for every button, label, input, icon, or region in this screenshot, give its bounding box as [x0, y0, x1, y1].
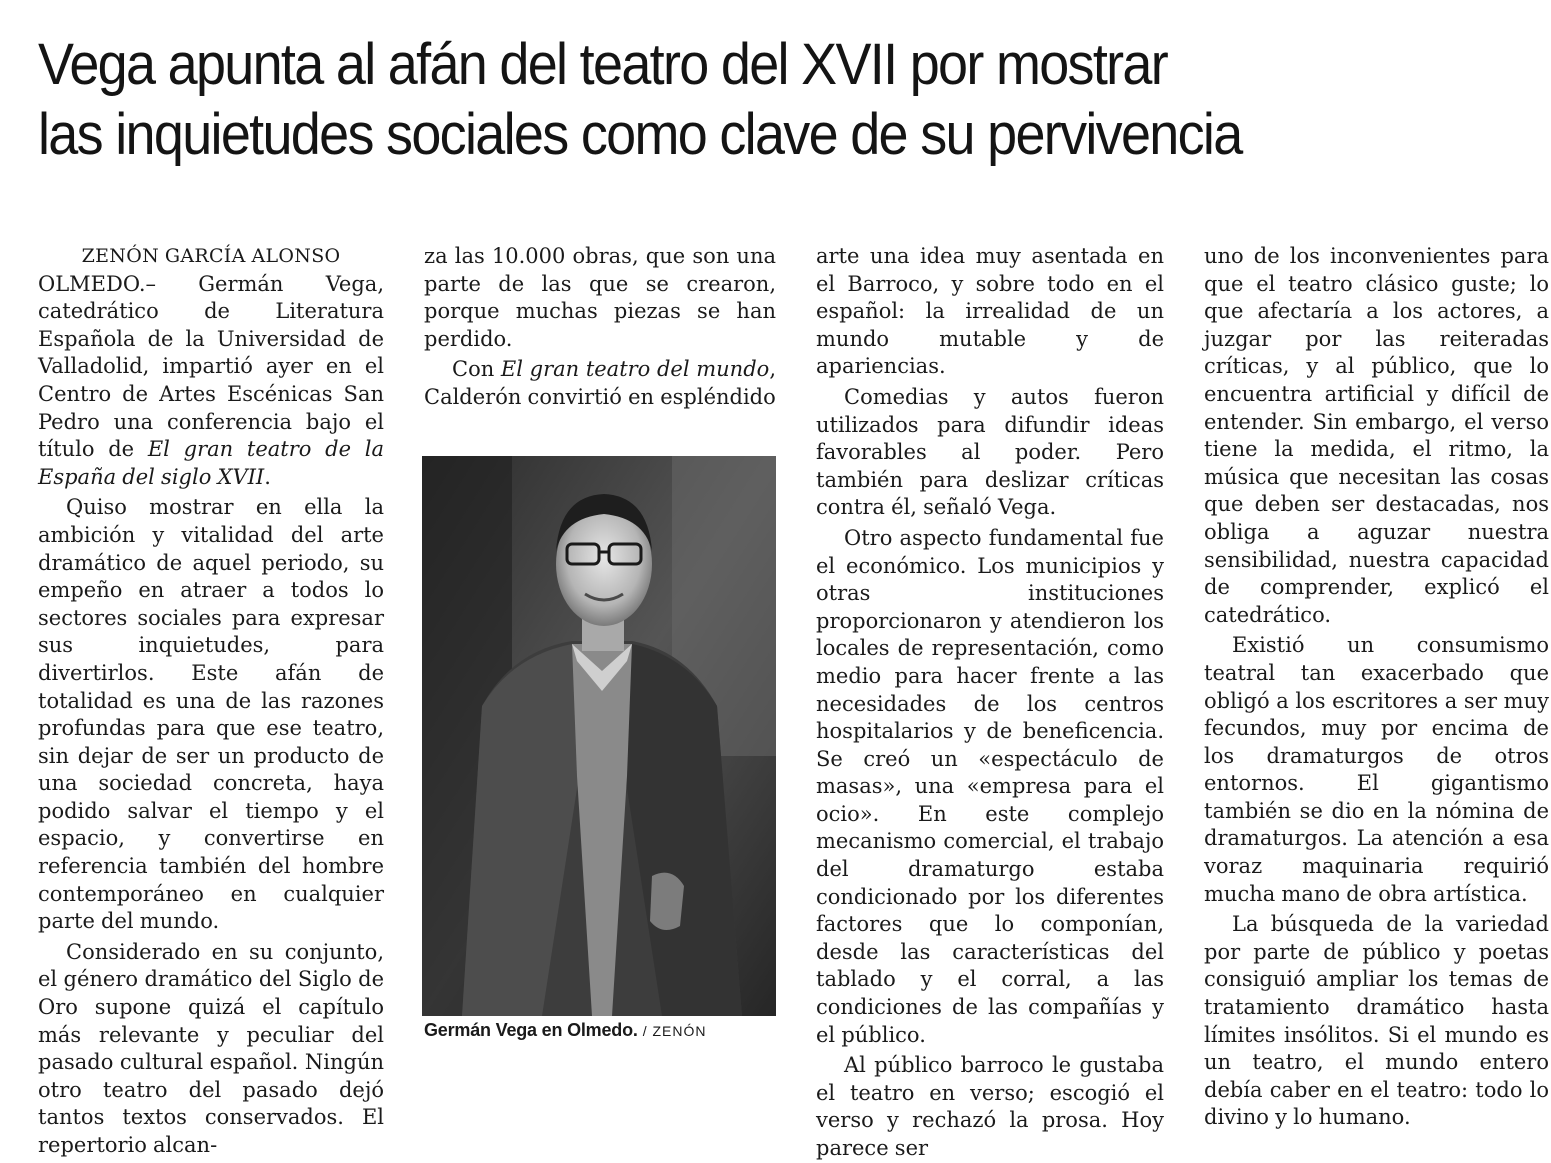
lead-paragraph — [38, 271, 384, 492]
lead-text: Germán Vega, catedrático de Literatura Española de la Universidad de Valladolid, impartió ayer en el Centro de Artes Escénicas San Pedro una conferencia bajo el título de — [38, 271, 384, 462]
article-column-2 — [424, 243, 776, 412]
headline-line-2: las inquietudes sociales como clave de su pervivencia — [38, 102, 1242, 167]
byline: ZENÓN GARCÍA ALONSO — [81, 245, 341, 267]
portrait-illustration — [422, 456, 776, 1016]
paragraph: Considerado en su conjunto, el género dramático del Siglo de Oro supone quizá el capítulo más relevante y peculiar del pasado cultural español. Ningún otro teatro del pasado dejó tantos textos conservados. El repertorio alcan- — [38, 939, 384, 1157]
paragraph: Existió un consumismo teatral tan exacerbado que obligó a los escritores a ser muy fecundos, muy por encima de los dramaturgos de otros entornos. El gigantismo también se dio en la nómina de dramaturgos. La atención a esa voraz maquinaria requirió mucha mano de obra artística. — [1204, 633, 1549, 906]
dateline: OLMEDO.– — [38, 271, 156, 296]
paragraph — [424, 356, 776, 411]
article-column-4 — [1204, 243, 1549, 1130]
paragraph: Otro aspecto fundamental fue el económico. Los municipios y otras instituciones proporcionaron y atendieron los locales de representación, como medio para hacer frente a las necesidades de los centros hospitalarios y de beneficencia. Se creó un «espectáculo de masas», una «empresa para el ocio». En este complejo mecanismo comercial, el trabajo del dramaturgo estaba condicionado por los diferentes factores que lo componían, desde las características del tablado y el corral, a las condiciones de las compañías y el público. — [816, 525, 1164, 1047]
paragraph: Al público barroco le gustaba el teatro en verso; escogió el verso y rechazó la prosa. Hoy parece ser — [816, 1053, 1164, 1160]
photo-caption — [424, 1020, 778, 1041]
paragraph: za las 10.000 obras, que son una parte de las que se crearon, porque muchas piezas se han perdido. — [424, 244, 776, 351]
work-title: El gran teatro del mundo — [500, 357, 770, 382]
paragraph: Quiso mostrar en ella la ambición y vitalidad del arte dramático de aquel periodo, su empeño en atraer a todos lo sectores sociales para expresar sus inquietudes, para divertirlos. Este afán de totalidad es una de las razones profundas para que ese teatro, sin dejar de ser un producto de una sociedad concreta, haya podido salvar el tiempo y el espacio, y convertirse en referencia también del hombre contemporáneo en cualquier parte del mundo. — [38, 495, 384, 934]
paragraph: arte una idea muy asentada en el Barroco, y sobre todo en el español: la irrealidad de un mundo mutable y de apariencias. — [816, 244, 1164, 379]
article-column-3 — [816, 243, 1164, 1163]
paragraph-start: Con — [452, 357, 501, 382]
paragraph: La búsqueda de la variedad por parte de público y poetas consiguió ampliar los temas de tratamiento dramático hasta límites insólitos. Si el mundo es un teatro, el mundo entero debía caber en el teatro: todo lo divino y lo humano. — [1204, 912, 1549, 1130]
article-column-1 — [38, 243, 384, 1160]
paragraph: Comedias y autos fueron utilizados para difundir ideas favorables al poder. Pero también para deslizar críticas contra él, señaló Vega. — [816, 384, 1164, 520]
caption-text: Germán Vega en Olmedo. — [424, 1020, 638, 1040]
photo-credit: / ZENÓN — [642, 1023, 707, 1039]
article-photo — [422, 456, 776, 1016]
lead-end: . — [264, 464, 271, 489]
paragraph: uno de los inconvenientes para que el teatro clásico guste; lo que afectaría a los actores, a juzgar por las reiteradas críticas, y al público, que lo encuentra artificial y difícil de entender. Sin embargo, el verso tiene la medida, el ritmo, la música que necesitan las cosas que deben ser destacadas, nos obliga a aguzar nuestra sensibilidad, nuestra capacidad de comprender, explicó el catedrático. — [1204, 244, 1549, 627]
paragraph-end: , Calderón convirtió en espléndido — [424, 357, 776, 409]
headline — [38, 30, 1538, 170]
conference-title: El gran teatro de la España del siglo XVII — [38, 437, 385, 489]
headline-line-1: Vega apunta al afán del teatro del XVII por mostrar — [38, 32, 1168, 97]
